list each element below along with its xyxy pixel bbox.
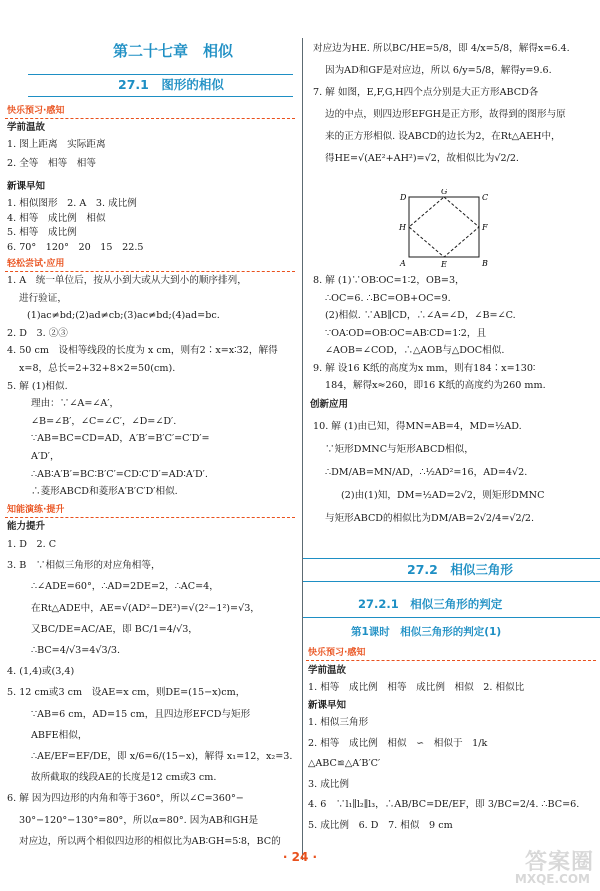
answer-line: 得HE=√(AE²+AH²)=√2，故相似比为√2/2. xyxy=(325,153,519,164)
answer-line: 1. 相似图形 2. A 3. 成比例 xyxy=(7,198,137,209)
answer-line: 8. 解 (1)∵OB∶OC=1∶2，OB=3， xyxy=(313,275,465,286)
section-band: 快乐预习·感知 xyxy=(5,103,295,119)
answer-line: 5. 12 cm或3 cm 设AE=x cm，则DE=(15−x)cm， xyxy=(7,687,246,699)
subheading: 能力提升 xyxy=(7,521,46,532)
answer-line: x=8，总长=2+32+8×2=50(cm). xyxy=(19,363,176,374)
answer-line: 与矩形ABCD的相似比为DM/AB=2√2/4=√2/2. xyxy=(325,513,535,524)
subheading: 创新应用 xyxy=(310,399,349,410)
answer-line: 5. 成比例 6. D 7. 相似 9 cm xyxy=(308,819,453,831)
answer-line: 因为AD和GF是对应边，所以 6/y=5/8，解得y=9.6. xyxy=(325,65,552,76)
answer-line: ∴AB∶A′B′=BC∶B′C′=CD∶C′D′=AD∶A′D′. xyxy=(31,468,208,480)
answer-line: 2. 相等 成比例 相似 ∽ 相似于 1/k xyxy=(308,737,488,749)
answer-line: 4. 50 cm 设相等线段的长度为 x cm，则有2∶x=x∶32，解得 xyxy=(7,345,278,357)
answer-line: 4. 相等 成比例 相似 xyxy=(7,212,106,224)
answer-line: 来的正方形相似. 设ABCD的边长为2，在Rt△AEH中， xyxy=(325,131,561,142)
square-efgh xyxy=(409,197,479,257)
answer-line: 对应边为HE. 所以BC/HE=5/8，即 4/x=5/8，解得x=6.4. xyxy=(313,43,570,54)
answer-line: 9. 解 设16 K纸的高度为x mm，则有184∶x=130∶ xyxy=(313,362,536,374)
label-g: G xyxy=(441,189,448,196)
answer-line: 进行验证， xyxy=(19,292,67,304)
answer-line: 5. 解 (1)相似. xyxy=(7,380,68,392)
answer-line: ABFE相似， xyxy=(31,729,88,741)
answer-line: ∵AB=6 cm，AD=15 cm，且四边形EFCD与矩形 xyxy=(31,708,251,720)
answer-line: 1. A 统一单位后，按从小到大或从大到小的顺序排列， xyxy=(7,275,247,286)
answer-line: 4. 6 ∵l₁∥l₂∥l₃，∴AB/BC=DE/EF，即 3/BC=2/4. ∴BC=6. xyxy=(308,799,580,810)
label-b: B xyxy=(482,259,488,268)
answer-line: ∴BC=4/√3=4√3/3. xyxy=(31,645,121,656)
label-c: C xyxy=(482,193,489,202)
answer-line: 2. 全等 相等 相等 xyxy=(7,158,96,169)
answer-line: (1)ac≠bd;(2)ad≠cb;(3)ac≠bd;(4)ad=bc. xyxy=(27,310,220,322)
answer-line: 5. 相等 成比例 xyxy=(7,227,77,238)
answer-line: 1. 图上距离 实际距离 xyxy=(7,139,106,150)
answer-line: ∵AB=BC=CD=AD，A′B′=B′C′=C′D′= xyxy=(31,433,210,445)
subheading: 学前温故 xyxy=(308,665,347,676)
answer-line: 2. D 3. ②③ xyxy=(7,327,68,339)
label-a: A xyxy=(400,259,406,268)
answer-line: 7. 解 如图，E,F,G,H四个点分别是大正方形ABCD各 xyxy=(313,87,539,98)
answer-line: 10. 解 (1)由已知，得MN=AB=4，MD=½AD. xyxy=(313,421,522,432)
answer-line: 1. D 2. C xyxy=(7,539,57,550)
answer-line: ∴OC=6. ∴BC=OB+OC=9. xyxy=(325,292,451,304)
section-title: 27.2 相似三角形 xyxy=(407,562,513,577)
answer-line: 故所截取的线段AE的长度是12 cm或3 cm. xyxy=(31,772,217,784)
answer-line: 理由：∵∠A=∠A′， xyxy=(31,398,120,410)
answer-line: ∠AOB=∠COD，∴△AOB与△DOC相似. xyxy=(325,345,505,356)
answer-line: 边的中点，则四边形EFGH是正方形，故得到的图形与原 xyxy=(325,109,566,120)
subheading: 新课早知 xyxy=(308,700,347,711)
section-band: 轻松尝试·应用 xyxy=(5,256,295,272)
answer-line: ∵OA∶OD=OB∶OC=AB∶CD=1∶2，且 xyxy=(325,327,487,339)
page-number: · 24 · xyxy=(282,850,318,864)
chapter-title: 第二十七章 相似 xyxy=(113,42,234,60)
lesson-title: 第1课时 相似三角形的判定(1) xyxy=(351,626,502,638)
label-e: E xyxy=(441,260,447,269)
answer-line: ∴∠ADE=60°，∴AD=2DE=2，∴AC=4， xyxy=(31,581,219,593)
title-rule xyxy=(303,617,600,618)
title-rule xyxy=(28,96,293,97)
answer-line: ∠B=∠B′，∠C=∠C′，∠D=∠D′. xyxy=(31,415,177,427)
watermark-logo: 答案圈 xyxy=(524,850,594,875)
subheading: 新课早知 xyxy=(7,181,46,192)
answer-line: 4. (1,4)或(3,4) xyxy=(7,666,75,678)
section-band: 知能演练·提升 xyxy=(5,502,295,518)
square-midpoint-figure xyxy=(397,189,497,269)
answer-line: 3. B ∵相似三角形的对应角相等， xyxy=(7,560,161,572)
title-rule xyxy=(303,581,600,582)
answer-line: ∵矩形DMNC与矩形ABCD相似， xyxy=(325,444,474,455)
label-h: H xyxy=(399,223,406,232)
subheading: 学前温故 xyxy=(7,122,46,133)
answer-line: 6. 解 因为四边形的内角和等于360°，所以∠C=360°− xyxy=(7,793,244,805)
right-column xyxy=(303,0,600,891)
answer-line: ∴DM/AB=MN/AD，∴½AD²=16，AD=4√2. xyxy=(325,467,528,478)
title-rule xyxy=(303,558,600,559)
answer-line: A′D′， xyxy=(31,451,60,462)
answer-line: 3. 成比例 xyxy=(308,778,349,790)
section-title: 27.1 图形的相似 xyxy=(118,77,224,92)
answer-line: ∴AE/EF=EF/DE，即 x/6=6/(15−x)，解得 x₁=12，x₂=3. xyxy=(31,751,293,762)
answer-line: (2)由(1)知，DM=½AD=2√2，则矩形DMNC xyxy=(341,490,545,501)
watermark-url: MXQE.COM xyxy=(514,872,590,886)
section-band: 快乐预习·感知 xyxy=(306,645,596,661)
answer-line: △ABC≌△A′B′C′ xyxy=(308,758,381,769)
answer-line: 184，解得x≈260，即16 K纸的高度约为260 mm. xyxy=(325,380,546,391)
answer-line: 1. 相等 成比例 相等 成比例 相似 2. 相似比 xyxy=(308,682,525,693)
answer-line: 又BC/DE=AC/AE，即 BC/1=4/√3， xyxy=(31,623,198,635)
answer-line: 6. 70° 120° 20 15 22.5 xyxy=(7,241,144,253)
label-f: F xyxy=(482,223,488,232)
subsection-title: 27.2.1 相似三角形的判定 xyxy=(358,597,503,611)
square-abcd xyxy=(409,197,479,257)
answer-line: 对应边，所以两个相似四边形的相似比为AB∶GH=5∶8，BC的 xyxy=(19,835,281,847)
title-rule xyxy=(28,74,293,75)
answer-line: 1. 相似三角形 xyxy=(308,717,369,728)
answer-line: 30°−120°−130°=80°，所以α=80°. 因为AB和GH是 xyxy=(19,814,259,826)
answer-line: (2)相似. ∵AB∥CD，∴∠A=∠D，∠B=∠C. xyxy=(325,310,516,321)
label-d: D xyxy=(400,193,407,202)
answer-line: 在Rt△ADE中，AE=√(AD²−DE²)=√(2²−1²)=√3， xyxy=(31,602,260,614)
answer-line: ∴菱形ABCD和菱形A′B′C′D′相似. xyxy=(31,486,178,498)
